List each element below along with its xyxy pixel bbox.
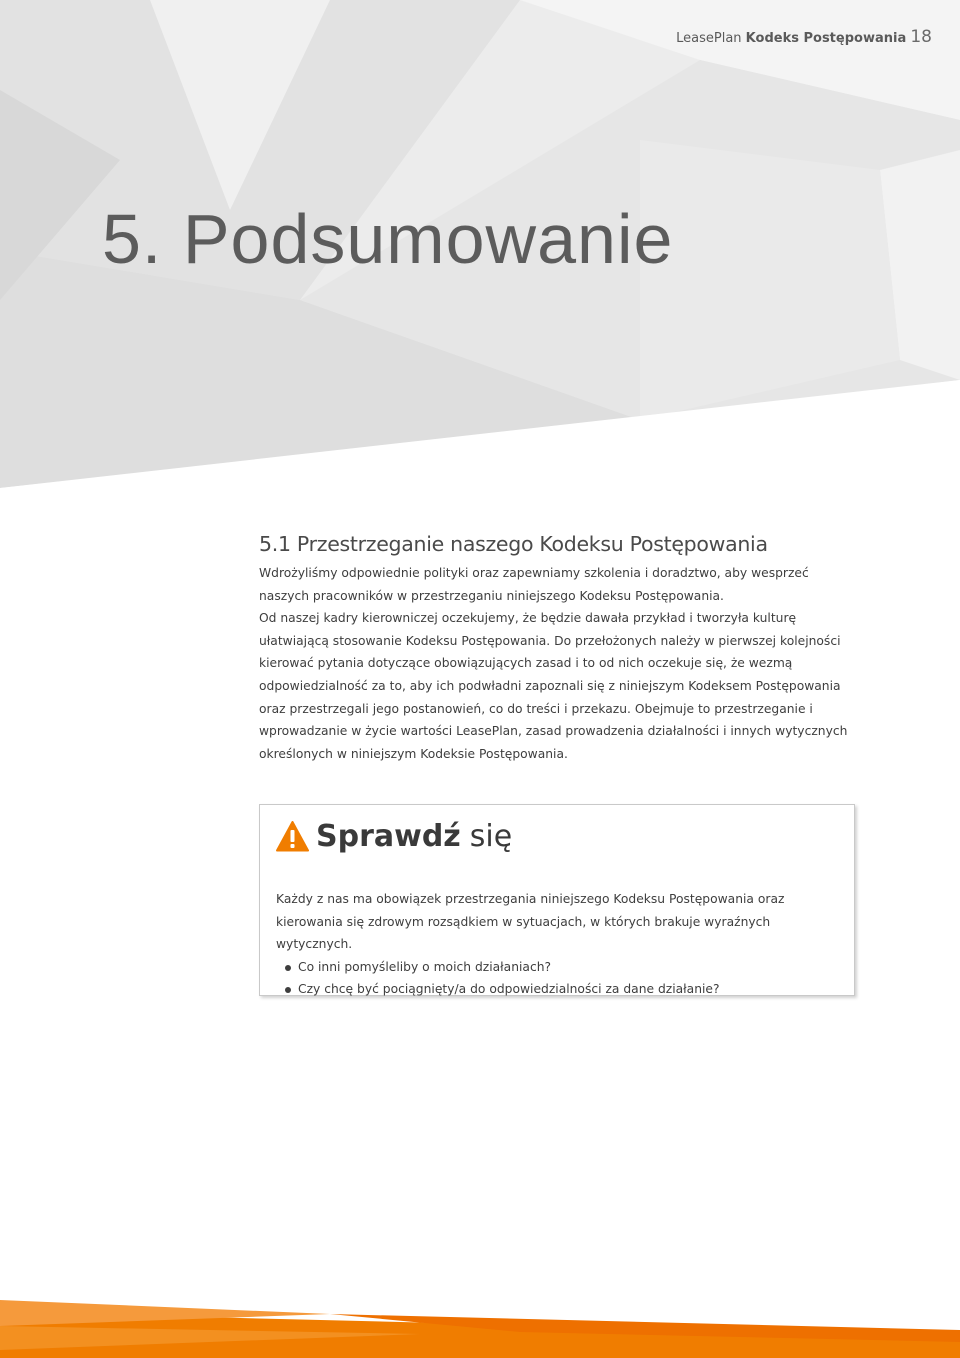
callout-title-rest: się bbox=[469, 819, 513, 854]
section-paragraph: Wdrożyliśmy odpowiednie polityki oraz zapewniamy szkolenia i doradztwo, aby wesprzeć naszych pracowników w przestrzeganiu niniejszego Kodeksu Postępowania. bbox=[259, 566, 809, 603]
bullet-icon bbox=[285, 987, 291, 993]
header-brand: LeasePlan bbox=[676, 31, 742, 46]
section-5-1 bbox=[259, 532, 859, 765]
section-paragraph: Od naszej kadry kierowniczej oczekujemy, że będzie dawała przykład i tworzyła kulturę ułatwiającą stosowanie Kodeksu Postępowania. Do przełożonych należy w pierwszej kolejności kierować pytania dotyczące obowiązujących zasad i to od nich oczekuje się, że wezmą odpowiedzialność za to, aby ich podwładni zapoznali się z niniejszym Kodeksem Postępowania oraz przestrzegali jego postanowień, co do treści i przekazu. Obejmuje to przestrzeganie i wprowadzanie w życie wartości LeasePlan, zasad prowadzenia działalności i innych wytycznych określonych w niniejszym Kodeksie Postępowania. bbox=[259, 611, 848, 761]
callout-text: Każdy z nas ma obowiązek przestrzegania niniejszego Kodeksu Postępowania oraz kierowania się zdrowym rozsądkiem w sytuacjach, w których brakuje wyraźnych wytycznych. bbox=[276, 892, 785, 952]
bullet-icon bbox=[285, 965, 291, 971]
check-yourself-callout bbox=[259, 804, 855, 996]
list-item-text: Co inni pomyśleliby o moich działaniach? bbox=[298, 959, 552, 974]
callout-bullet-list bbox=[276, 956, 848, 1001]
section-heading: 5.1 Przestrzeganie naszego Kodeksu Postępowania bbox=[259, 532, 768, 556]
warning-triangle-icon bbox=[276, 821, 309, 852]
page-number: 18 bbox=[910, 27, 932, 47]
callout-title bbox=[276, 819, 512, 854]
list-item bbox=[276, 978, 848, 1001]
callout-body bbox=[276, 888, 848, 1001]
header-doc-title: Kodeks Postępowania bbox=[745, 31, 907, 46]
list-item-text: Czy chcę być pociągnięty/a do odpowiedzialności za dane działanie? bbox=[298, 982, 720, 997]
callout-title-bold: Sprawdź bbox=[316, 819, 461, 854]
chapter-title: 5. Podsumowanie bbox=[102, 200, 674, 278]
list-item bbox=[276, 956, 848, 979]
orange-bottom-stripe bbox=[0, 1290, 960, 1358]
running-header bbox=[676, 27, 932, 47]
